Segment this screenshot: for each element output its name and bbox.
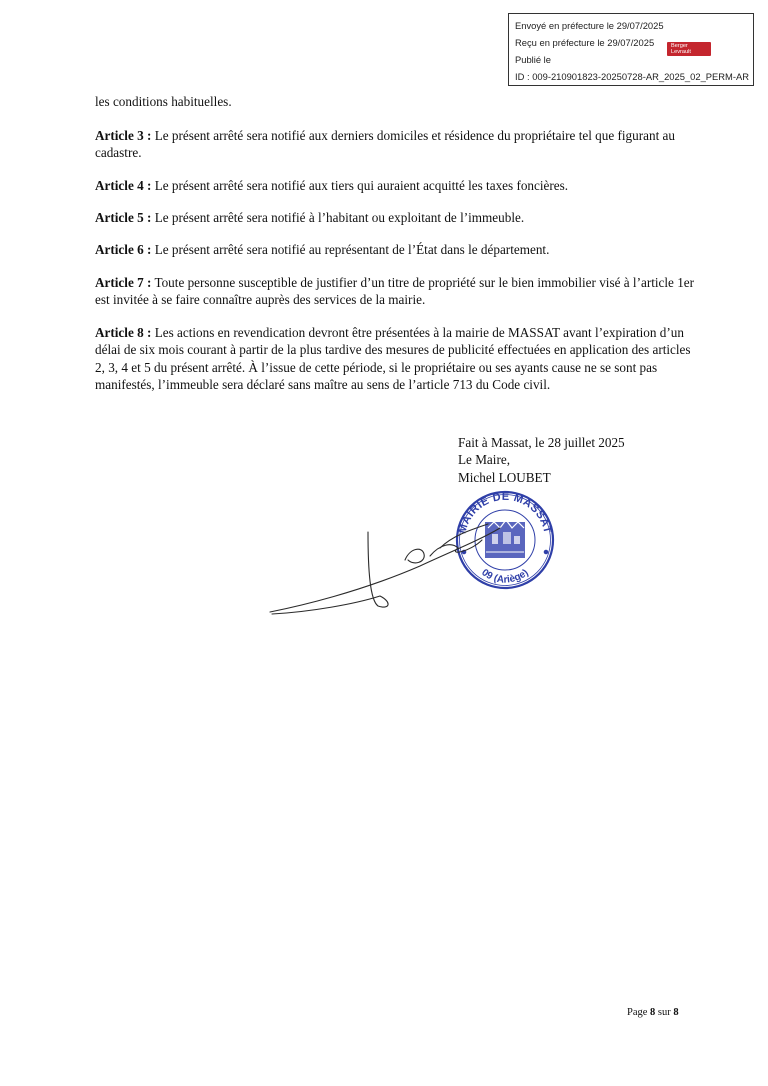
town-emblem-icon — [485, 520, 525, 558]
place-date: Fait à Massat, le 28 juillet 2025 — [458, 435, 625, 450]
stamp-sent: Envoyé en préfecture le 29/07/2025 — [515, 20, 664, 31]
article-text: Le présent arrêté sera notifié aux tiers qui auraient acquitté les taxes foncières. — [154, 178, 569, 193]
signer-role: Le Maire, — [458, 452, 510, 468]
page-number: Page 8 sur 8 — [627, 1007, 679, 1018]
stamp-received: Reçu en préfecture le 29/07/2025 — [515, 37, 655, 48]
intro-line: les conditions habituelles. — [95, 94, 232, 109]
article-label: Article 8 : — [95, 325, 152, 340]
seal-bottom-text: 09 (Ariège) — [479, 567, 531, 586]
article-text: Le présent arrêté sera notifié au représentant de l’État dans le département. — [154, 242, 550, 257]
article-text: Toute personne susceptible de justifier d’un titre de propriété sur le bien immobilier visé à l’article 1er est invitée à se faire connaître auprès des services de la mairie. — [95, 275, 695, 308]
berger-levrault-logo: Berger Levrault — [667, 42, 711, 56]
stamp-published: Publié le — [515, 54, 551, 65]
article-label: Article 3 : — [95, 128, 152, 143]
article-text: Les actions en revendication devront être présentées à la mairie de MASSAT avant l’expiration d’un délai de six mois courant à partir de la plus tardive des mesures de publicité effectuées en application des articles 2, 3, 4 et 5 du présent arrêté. À l’issue de cette période, si le propriétaire ou ses ayants cause ne se sont pas manifestés, l’immeuble sera déclaré sans maître au sens de l’article 713 du Code civil. — [95, 325, 691, 393]
stamp-id: ID : 009-210901823-20250728-AR_2025_02_PERM-AR — [515, 71, 750, 82]
article-label: Article 4 : — [95, 178, 152, 193]
article-label: Article 5 : — [95, 210, 152, 225]
article-label: Article 6 : — [95, 242, 152, 257]
article-text: Le présent arrêté sera notifié à l’habitant ou exploitant de l’immeuble. — [154, 210, 525, 225]
article-label: Article 7 : — [95, 275, 152, 290]
signer-name: Michel LOUBET — [458, 469, 551, 485]
seal-top-text: MAIRIE DE MASSAT — [456, 490, 554, 535]
article-text: Le présent arrêté sera notifié aux derniers domiciles et résidence du propriétaire tel que figurant au cadastre. — [95, 128, 675, 161]
